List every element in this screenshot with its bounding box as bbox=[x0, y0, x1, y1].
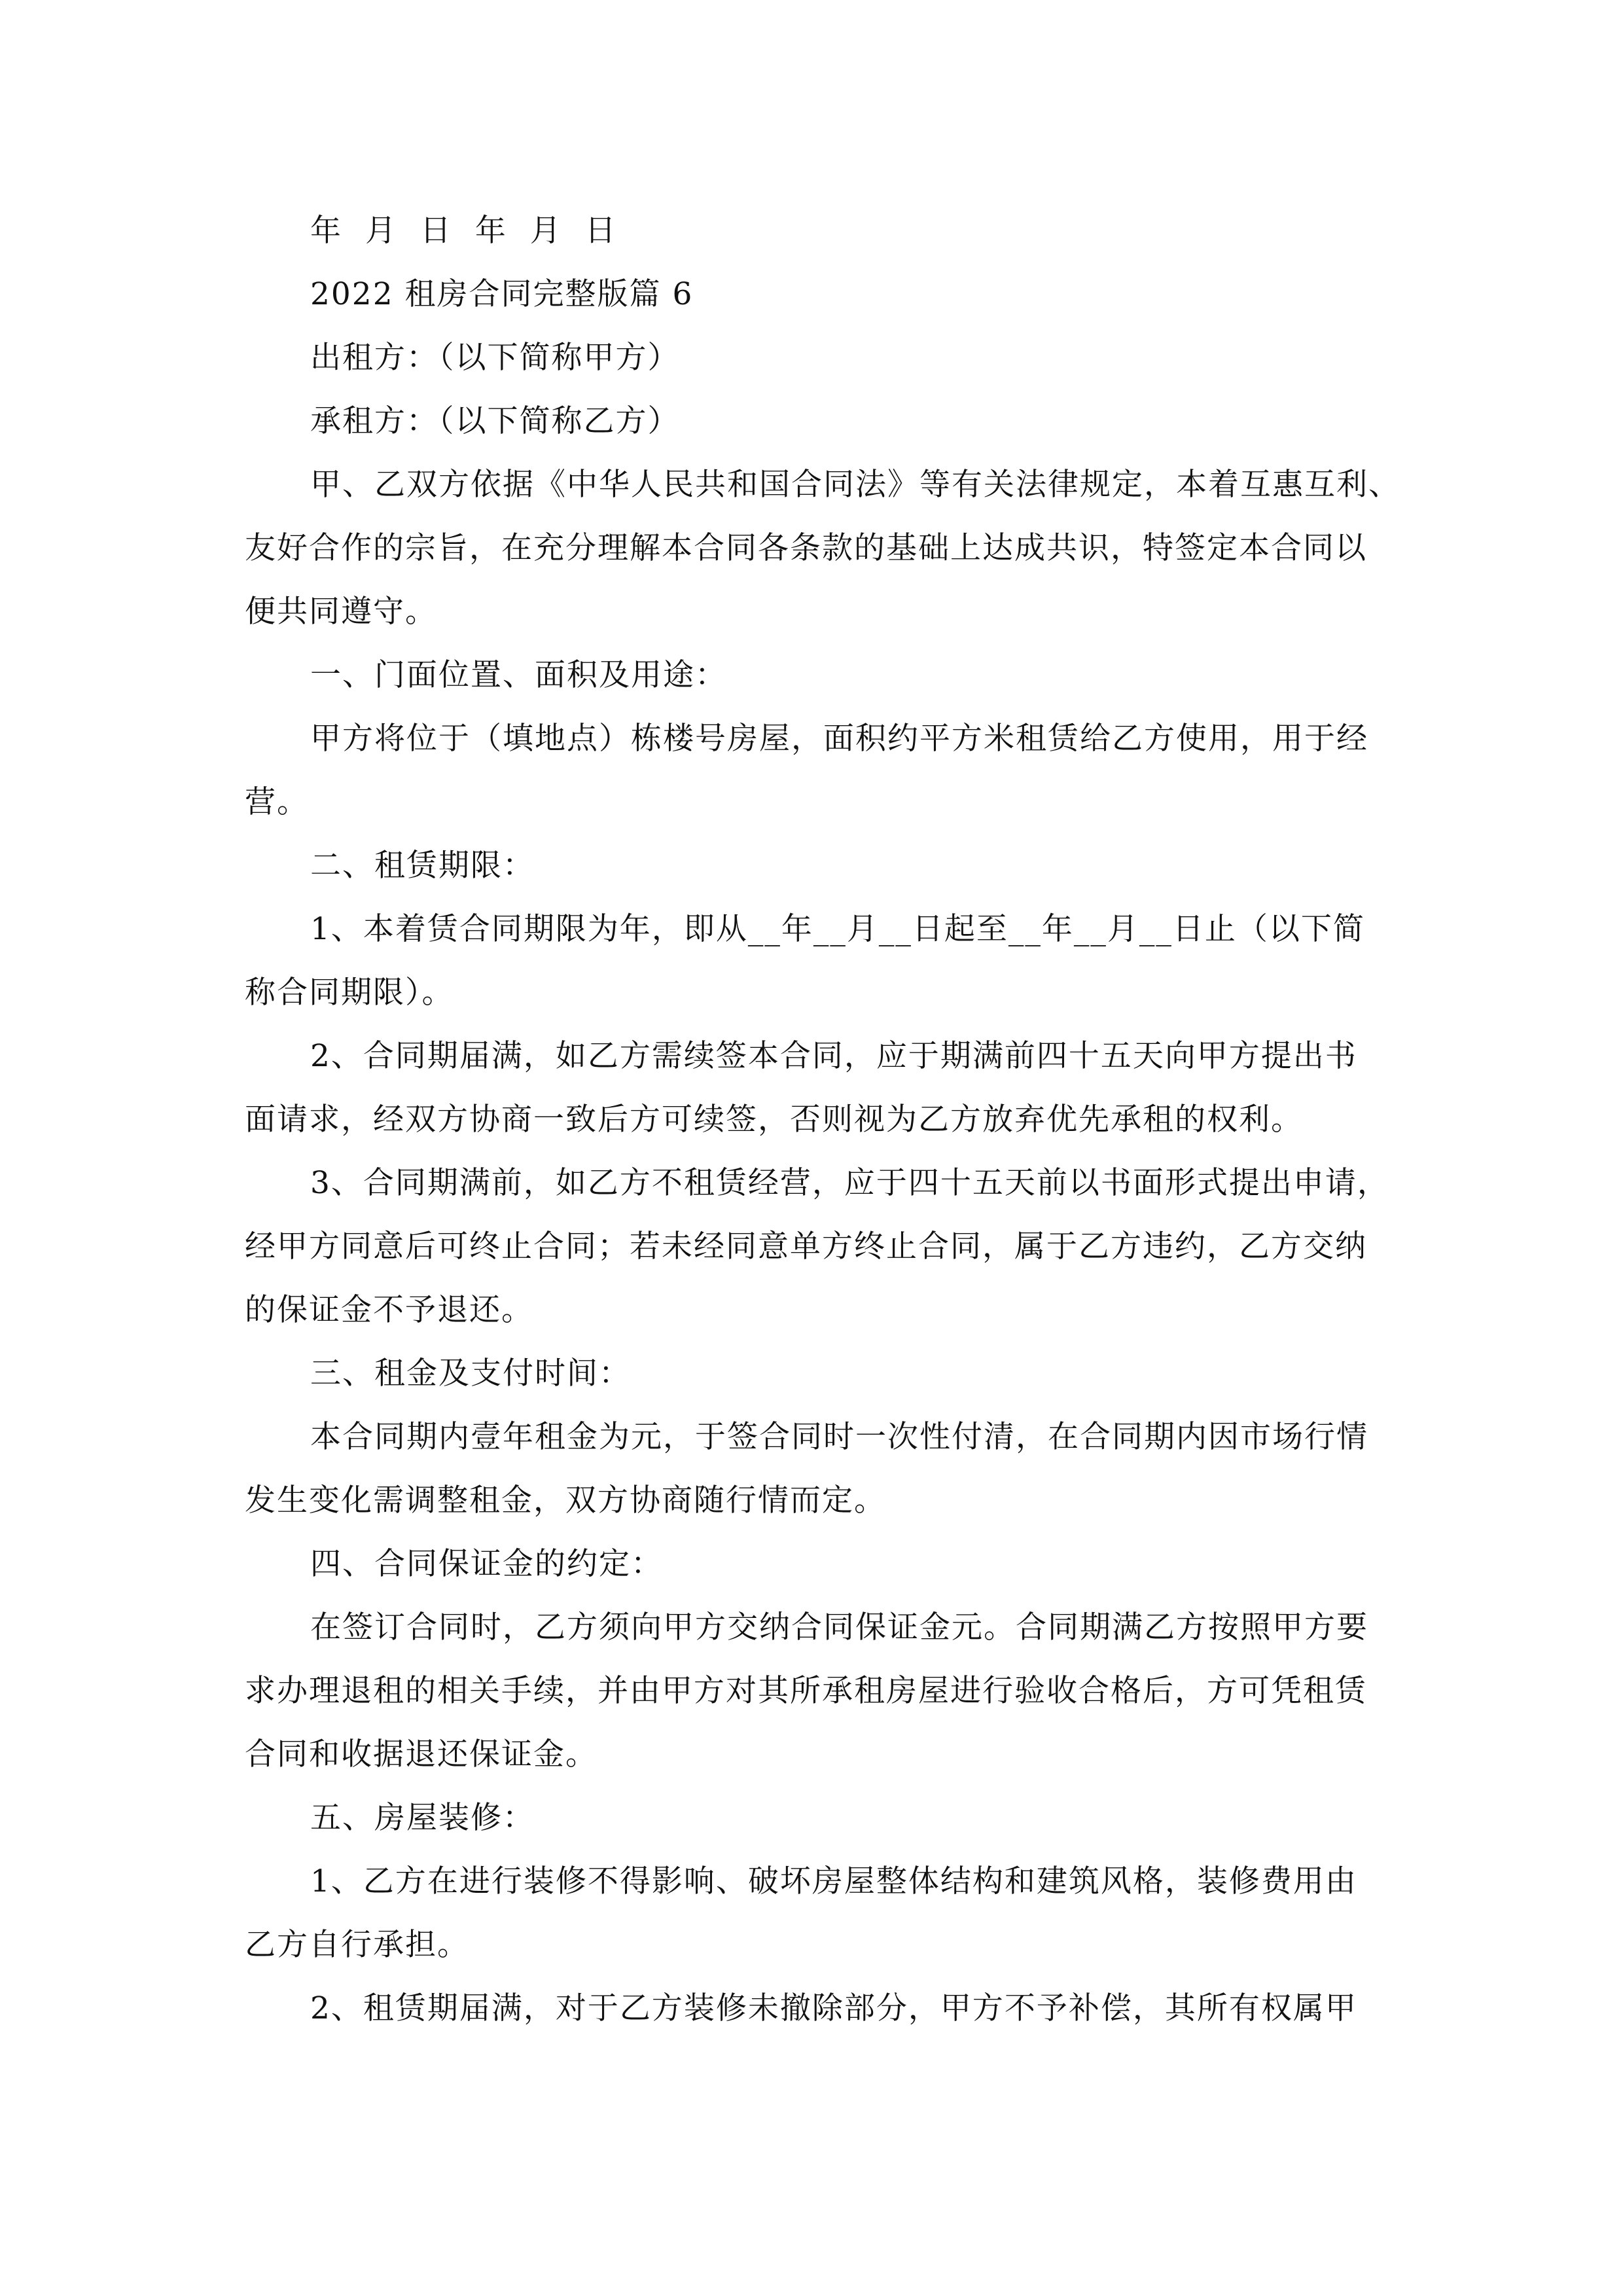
section-1-body-line-1: 甲方将位于（填地点）栋楼号房屋，面积约平方米租赁给乙方使用，用于经 bbox=[310, 721, 1368, 757]
section-2-item-3-line-3: 的保证金不予退还。 bbox=[245, 1292, 533, 1328]
lessor-line: 出租方：（以下简称甲方） bbox=[310, 340, 680, 376]
section-2-item-2-line-2: 面请求，经双方协商一致后方可续签，否则视为乙方放弃优先承租的权利。 bbox=[245, 1102, 1303, 1138]
section-5-heading: 五、房屋装修： bbox=[310, 1800, 535, 1836]
section-5-item-2-line-1: 2、租赁期届满，对于乙方装修未撤除部分，甲方不予补偿，其所有权属甲 bbox=[310, 1990, 1357, 2026]
section-4-body-line-2: 求办理退租的相关手续，并由甲方对其所承租房屋进行验收合格后，方可凭租赁 bbox=[245, 1673, 1367, 1709]
section-2-item-2-line-1: 2、合同期届满，如乙方需续签本合同，应于期满前四十五天向甲方提出书 bbox=[310, 1038, 1357, 1074]
section-4-body-line-1: 在签订合同时，乙方须向甲方交纳合同保证金元。合同期满乙方按照甲方要 bbox=[310, 1609, 1368, 1645]
section-4-body-line-3: 合同和收据退还保证金。 bbox=[245, 1736, 597, 1772]
section-1-heading: 一、门面位置、面积及用途： bbox=[310, 657, 727, 693]
section-3-heading: 三、租金及支付时间： bbox=[310, 1355, 631, 1391]
section-2-item-3-line-2: 经甲方同意后可终止合同；若未经同意单方终止合同，属于乙方违约，乙方交纳 bbox=[245, 1229, 1367, 1265]
section-2-item-1-line-2: 称合同期限）。 bbox=[245, 975, 454, 1011]
section-2-item-1-line-1: 1、本着赁合同期限为年，即从__年__月__日起至__年__月__日止（以下简 bbox=[310, 911, 1365, 947]
section-4-heading: 四、合同保证金的约定： bbox=[310, 1546, 663, 1582]
lessee-line: 承租方：（以下简称乙方） bbox=[310, 403, 680, 439]
intro-line-1: 甲、乙双方依据《中华人民共和国合同法》等有关法律规定，本着互惠互利、 bbox=[310, 467, 1400, 503]
section-1-body-line-2: 营。 bbox=[245, 784, 309, 820]
signature-date-line: 年 月 日 年 月 日 bbox=[310, 213, 617, 249]
section-2-heading: 二、租赁期限： bbox=[310, 848, 535, 884]
contract-text bbox=[245, 199, 1400, 2040]
section-5-item-1-line-2: 乙方自行承担。 bbox=[245, 1927, 469, 1963]
section-3-body-line-1: 本合同期内壹年租金为元，于签合同时一次性付清，在合同期内因市场行情 bbox=[310, 1419, 1368, 1455]
intro-line-3: 便共同遵守。 bbox=[245, 594, 437, 630]
section-2-item-3-line-1: 3、合同期满前，如乙方不租赁经营，应于四十五天前以书面形式提出申请， bbox=[310, 1165, 1389, 1201]
document-title: 2022 租房合同完整版篇 6 bbox=[310, 276, 694, 312]
section-3-body-line-2: 发生变化需调整租金，双方协商随行情而定。 bbox=[245, 1482, 886, 1518]
intro-line-2: 友好合作的宗旨，在充分理解本合同各条款的基础上达成共识，特签定本合同以 bbox=[245, 530, 1367, 566]
section-5-item-1-line-1: 1、乙方在进行装修不得影响、破坏房屋整体结构和建筑风格，装修费用由 bbox=[310, 1863, 1357, 1899]
